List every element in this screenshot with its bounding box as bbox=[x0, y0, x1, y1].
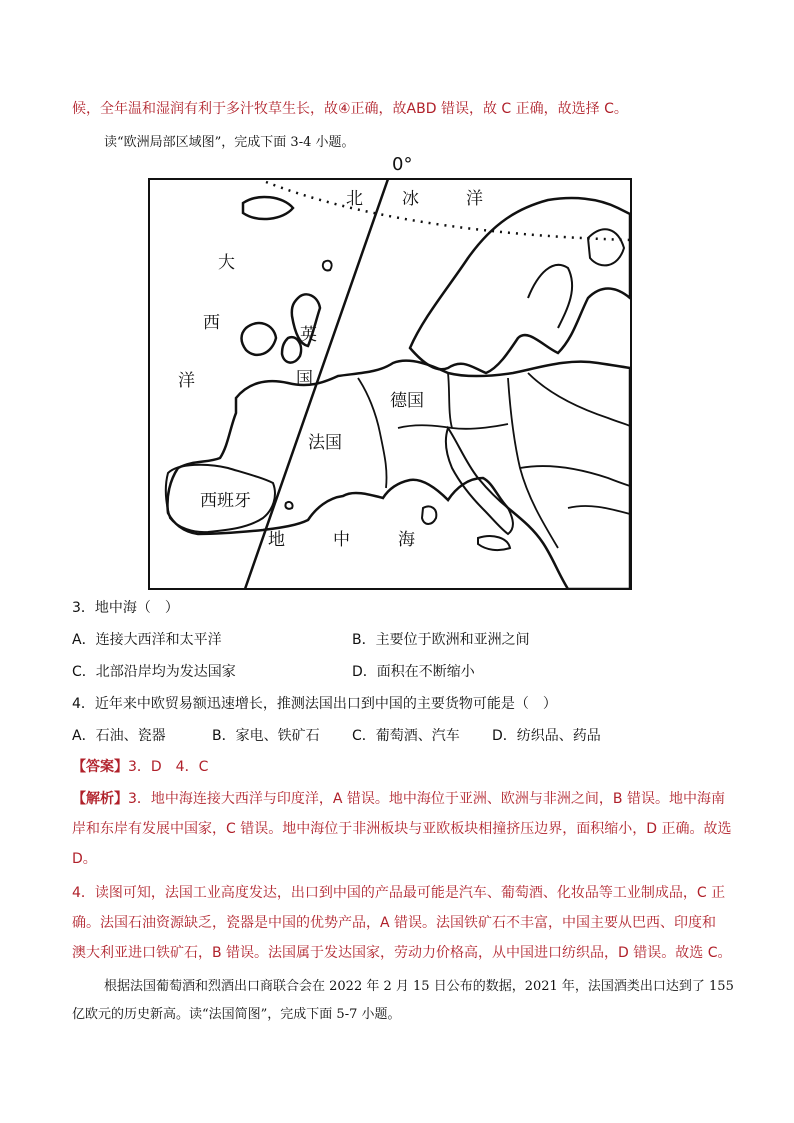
question-3-option-d[interactable]: D．面积在不断缩小 bbox=[352, 664, 475, 680]
label-france: 法国 bbox=[308, 433, 342, 453]
answer-text: 3．D 4．C bbox=[128, 759, 209, 775]
question-4-option-a[interactable]: A．石油、瓷器 bbox=[72, 728, 166, 744]
analysis-line-6: 澳大利亚进口铁矿石，B 错误。法国属于发达国家，劳动力价格高，从中国进口纺织品，D 错误。故选 C。 bbox=[72, 945, 732, 961]
question-4-option-c[interactable]: C．葡萄酒、汽车 bbox=[352, 728, 460, 744]
analysis-line-3: D。 bbox=[72, 851, 97, 867]
question-3-option-a[interactable]: A．连接大西洋和太平洋 bbox=[72, 632, 222, 648]
label-atlantic-2: 西 bbox=[203, 313, 220, 333]
question-3-option-b[interactable]: B．主要位于欧洲和亚洲之间 bbox=[352, 632, 530, 648]
next-intro-line-1: 根据法国葡萄酒和烈酒出口商联合会在 2022 年 2 月 15 日公布的数据，2021 年，法国酒类出口达到了 155 bbox=[104, 979, 734, 994]
analysis-text-1: 3．地中海连接大西洋与印度洋，A 错误。地中海位于亚洲、欧洲与非洲之间，B 错误。地中海南 bbox=[128, 791, 725, 807]
question-3-option-c[interactable]: C．北部沿岸均为发达国家 bbox=[72, 664, 236, 680]
label-spain: 西班牙 bbox=[200, 491, 251, 511]
label-atlantic-3: 洋 bbox=[178, 371, 195, 391]
analysis-tag: 【解析】 bbox=[72, 791, 128, 807]
label-mediterranean-1: 地 bbox=[268, 530, 285, 550]
label-ocean-north: 洋 bbox=[466, 189, 483, 209]
answer-line bbox=[72, 757, 208, 777]
label-north: 北 bbox=[346, 189, 363, 209]
label-atlantic-1: 大 bbox=[218, 253, 235, 273]
analysis-line-1 bbox=[72, 789, 725, 809]
map-frame bbox=[149, 179, 631, 589]
label-germany: 德国 bbox=[390, 391, 424, 411]
analysis-line-4: 4．读图可知，法国工业高度发达，出口到中国的产品最可能是汽车、葡萄酒、化妆品等工业制成品，C 正 bbox=[72, 885, 726, 901]
question-4-option-b[interactable]: B．家电、铁矿石 bbox=[212, 728, 320, 744]
previous-answer-tail: 候，全年温和湿润有利于多汁牧草生长，故④正确，故ABD 错误，故 C 正确，故选择 C。 bbox=[72, 101, 628, 117]
meridian-label: 0° bbox=[392, 154, 413, 175]
label-britain-1: 英 bbox=[300, 325, 317, 345]
question-3-stem: 3．地中海（ ） bbox=[72, 600, 179, 616]
label-mediterranean-3: 海 bbox=[398, 530, 415, 550]
label-mediterranean-2: 中 bbox=[333, 530, 350, 550]
label-ice: 冰 bbox=[402, 189, 419, 209]
answer-tag: 【答案】 bbox=[72, 759, 128, 775]
question-4-stem: 4．近年来中欧贸易额迅速增长，推测法国出口到中国的主要货物可能是（ ） bbox=[72, 696, 557, 712]
analysis-line-2: 岸和东岸有发展中国家，C 错误。地中海位于非洲板块与亚欧板块相撞挤压边界，面积缩小，D 正确。故选 bbox=[72, 821, 732, 837]
label-britain-2: 国 bbox=[296, 369, 313, 389]
next-intro-line-2: 亿欧元的历史新高。读“法国简图”，完成下面 5-7 小题。 bbox=[72, 1007, 401, 1022]
question-4-option-d[interactable]: D．纺织品、药品 bbox=[492, 728, 601, 744]
europe-map bbox=[148, 178, 632, 590]
map-question-intro: 读“欧洲局部区域图”，完成下面 3-4 小题。 bbox=[104, 135, 355, 150]
analysis-line-5: 确。法国石油资源缺乏，瓷器是中国的优势产品，A 错误。法国铁矿石不丰富，中国主要从巴西、印度和 bbox=[72, 915, 717, 931]
